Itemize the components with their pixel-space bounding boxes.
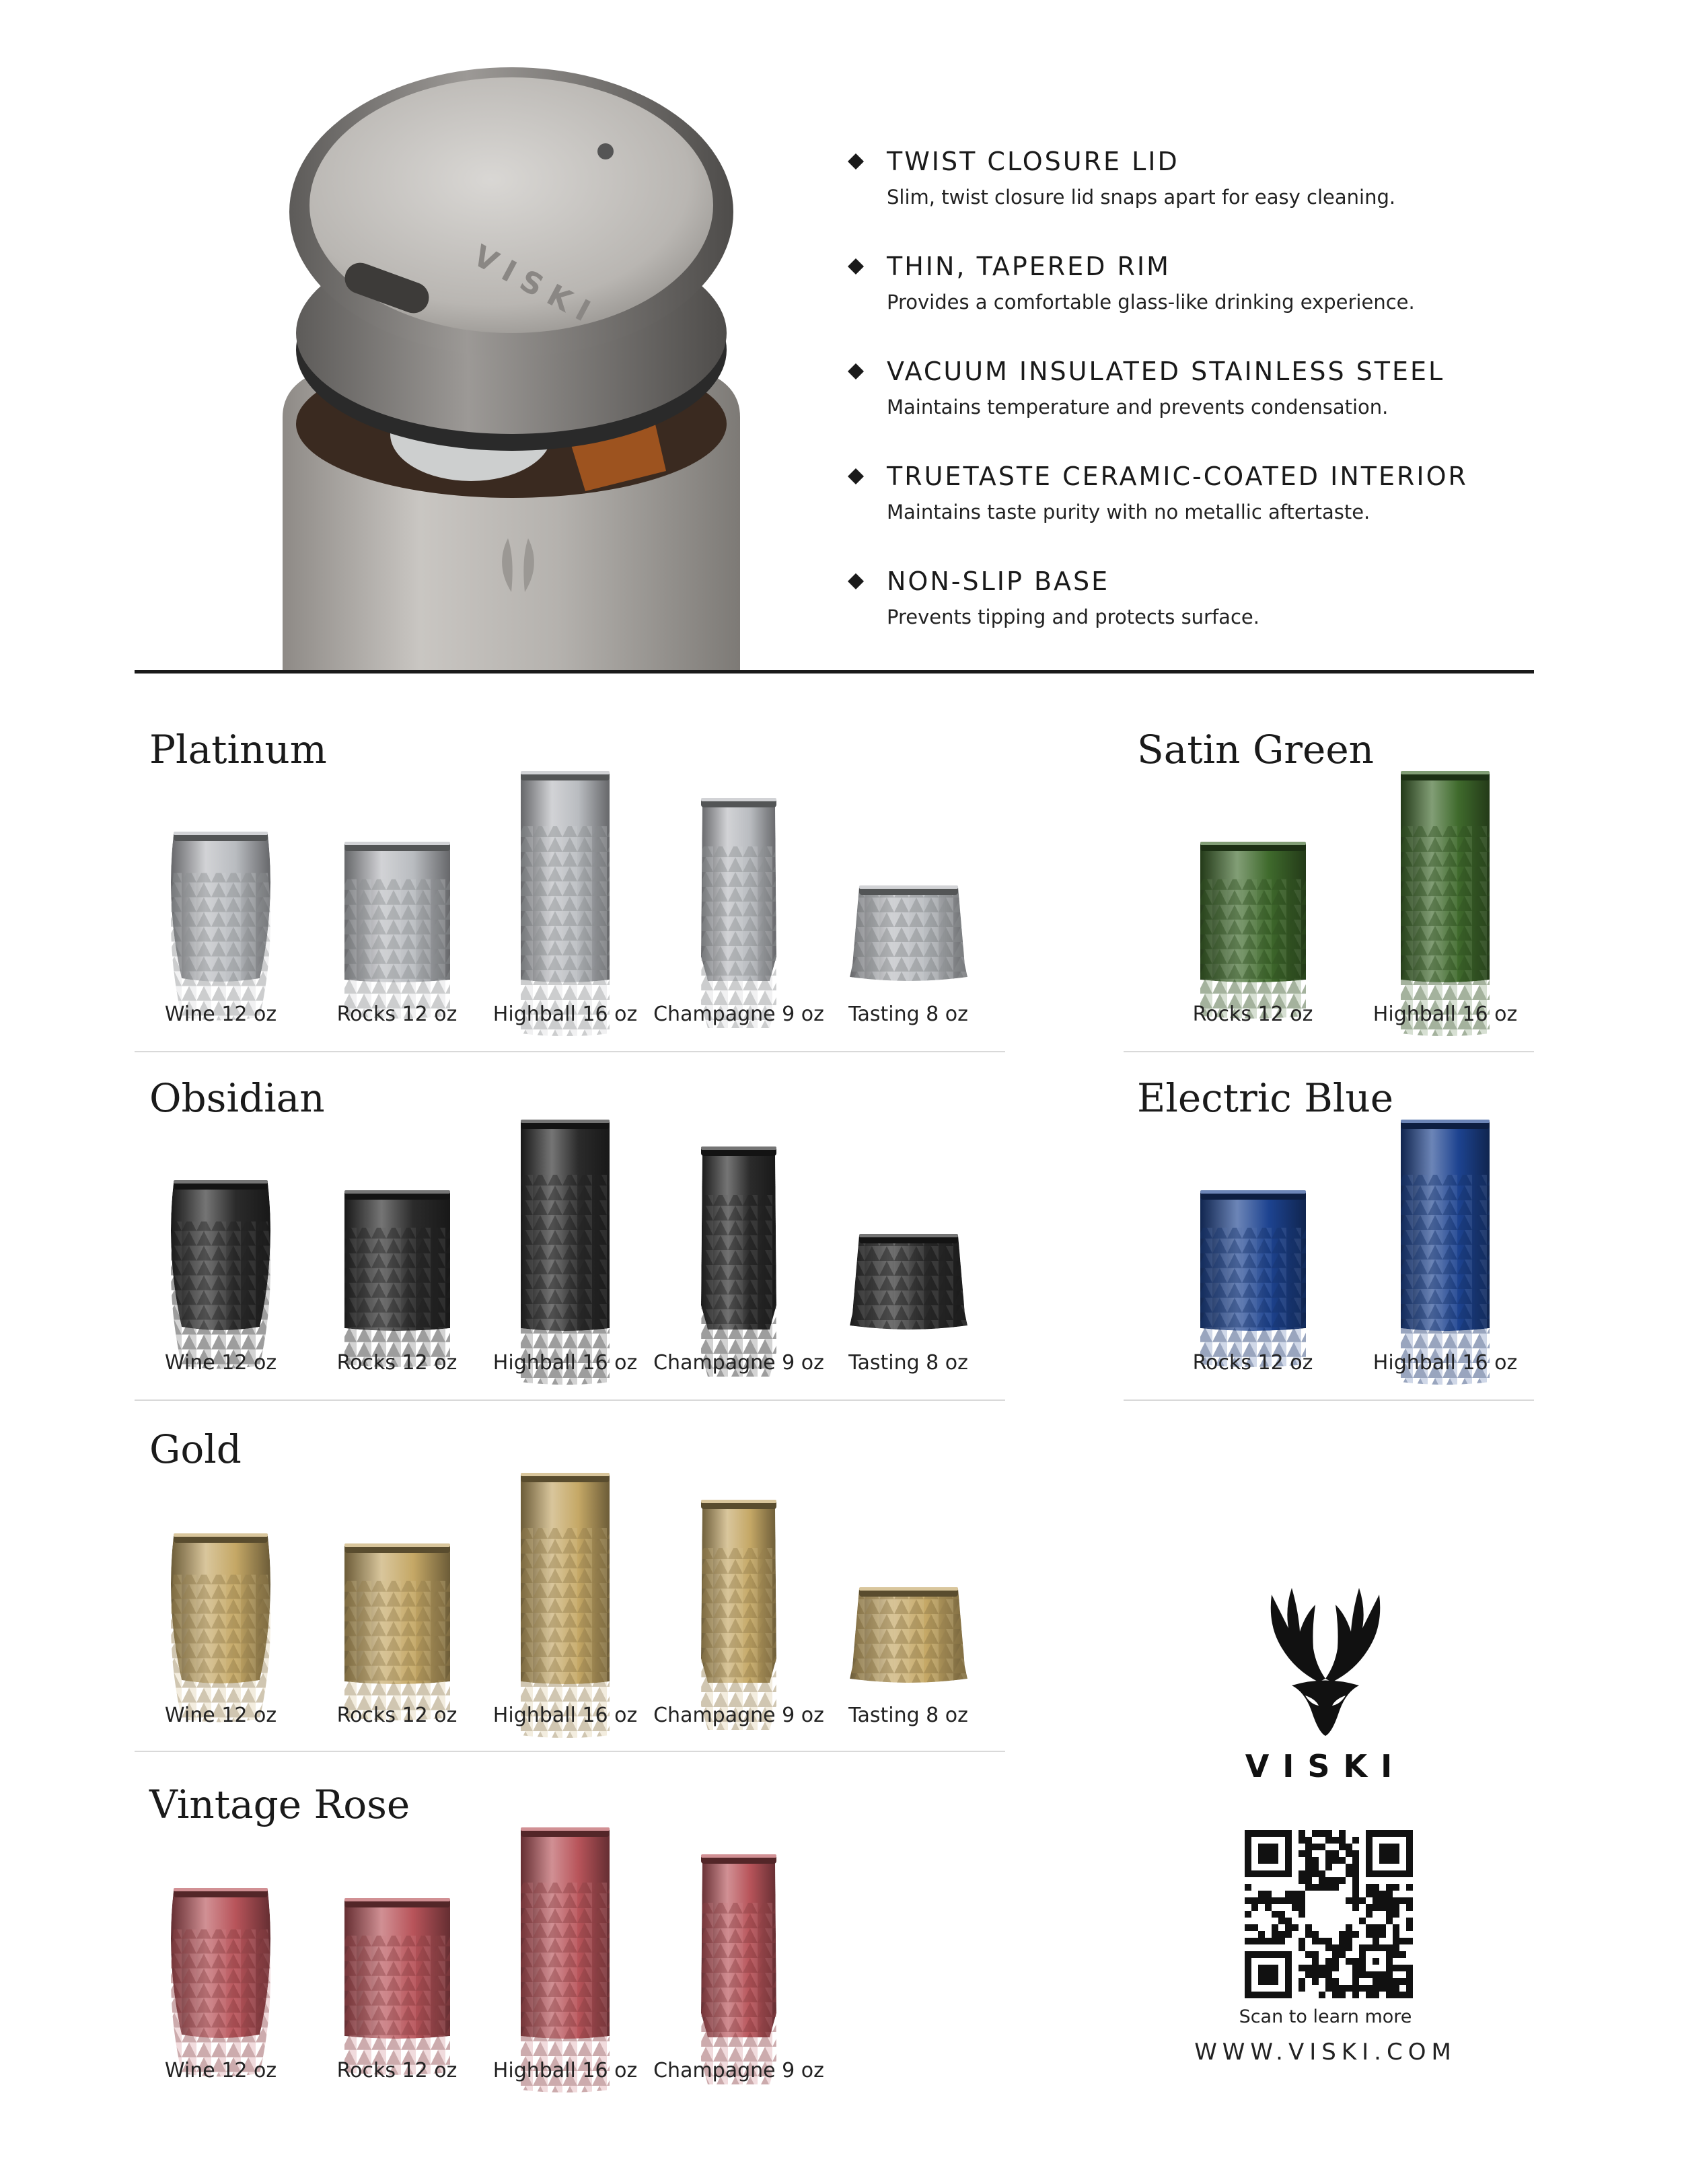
champagne-tumbler-image xyxy=(698,1497,779,1685)
collection-title: Platinum xyxy=(149,727,327,772)
feature-title: VACUUM INSULATED STAINLESS STEEL xyxy=(887,357,1445,386)
diamond-bullet-icon xyxy=(848,258,864,275)
diamond-bullet-icon xyxy=(848,363,864,379)
feature-description: Maintains temperature and prevents condensation. xyxy=(887,396,1389,418)
section-divider xyxy=(135,670,1534,674)
highball-tumbler-image xyxy=(518,768,612,984)
product-label: Highball 16 oz xyxy=(492,1003,638,1026)
diamond-bullet-icon xyxy=(848,468,864,484)
product-label: Champagne 9 oz xyxy=(653,2059,824,2082)
collection-divider xyxy=(135,1399,1005,1401)
rocks-tumbler-image xyxy=(1198,1188,1309,1332)
feature-title: TRUETASTE CERAMIC-COATED INTERIOR xyxy=(887,462,1468,491)
qr-code-icon[interactable] xyxy=(1245,1830,1413,1998)
product-label: Rocks 12 oz xyxy=(336,1351,458,1375)
tasting-tumbler-image xyxy=(850,1585,967,1685)
collection-title: Satin Green xyxy=(1137,727,1375,772)
champagne-tumbler-image xyxy=(698,795,779,984)
rocks-tumbler-image xyxy=(342,1895,453,2040)
feature-title: TWIST CLOSURE LID xyxy=(887,147,1179,176)
product-label: Champagne 9 oz xyxy=(653,1351,824,1375)
tasting-tumbler-image xyxy=(850,883,967,984)
collection-title: Gold xyxy=(149,1426,242,1472)
rocks-tumbler-image xyxy=(342,1188,453,1332)
product-label: Wine 12 oz xyxy=(164,1351,277,1375)
website-link[interactable]: WWW.VISKI.COM xyxy=(1194,2039,1457,2066)
wine-tumbler-image xyxy=(167,1885,275,2040)
diamond-bullet-icon xyxy=(848,573,864,589)
highball-tumbler-image xyxy=(518,1117,612,1332)
product-label: Wine 12 oz xyxy=(164,1003,277,1026)
product-label: Rocks 12 oz xyxy=(1192,1003,1313,1026)
product-label: Highball 16 oz xyxy=(492,2059,638,2082)
rocks-tumbler-image xyxy=(342,1541,453,1685)
product-label: Rocks 12 oz xyxy=(336,1704,458,1727)
product-label: Highball 16 oz xyxy=(492,1704,638,1727)
product-label: Champagne 9 oz xyxy=(653,1003,824,1026)
product-label: Rocks 12 oz xyxy=(336,2059,458,2082)
wine-tumbler-image xyxy=(167,1177,275,1332)
brand-name: VISKI xyxy=(1245,1748,1406,1784)
svg-text:VISKI: VISKI xyxy=(467,238,604,333)
product-label: Wine 12 oz xyxy=(164,1704,277,1727)
rocks-tumbler-image xyxy=(1198,839,1309,984)
collection-title: Vintage Rose xyxy=(149,1782,410,1827)
product-label: Highball 16 oz xyxy=(1373,1351,1518,1375)
highball-tumbler-image xyxy=(1398,768,1492,984)
hero-tumbler-image xyxy=(269,67,754,673)
feature-title: THIN, TAPERED RIM xyxy=(887,252,1171,281)
collection-divider xyxy=(1124,1051,1534,1052)
highball-tumbler-image xyxy=(518,1470,612,1685)
feature-title: NON-SLIP BASE xyxy=(887,567,1110,596)
stag-head-icon xyxy=(1251,1568,1399,1743)
product-label: Tasting 8 oz xyxy=(848,1351,968,1375)
product-label: Tasting 8 oz xyxy=(848,1704,968,1727)
highball-tumbler-image xyxy=(1398,1117,1492,1332)
champagne-tumbler-image xyxy=(698,1852,779,2040)
tasting-tumbler-image xyxy=(850,1231,967,1332)
product-label: Rocks 12 oz xyxy=(336,1003,458,1026)
product-label: Champagne 9 oz xyxy=(653,1704,824,1727)
collection-divider xyxy=(135,1051,1005,1052)
collection-title: Obsidian xyxy=(149,1075,325,1121)
product-label: Highball 16 oz xyxy=(1373,1003,1518,1026)
wine-tumbler-image xyxy=(167,829,275,984)
feature-description: Prevents tipping and protects surface. xyxy=(887,606,1259,628)
feature-description: Provides a comfortable glass-like drinking experience. xyxy=(887,291,1415,314)
product-label: Tasting 8 oz xyxy=(848,1003,968,1026)
rocks-tumbler-image xyxy=(342,839,453,984)
feature-description: Maintains taste purity with no metallic aftertaste. xyxy=(887,501,1370,523)
product-label: Rocks 12 oz xyxy=(1192,1351,1313,1375)
diamond-bullet-icon xyxy=(848,153,864,170)
champagne-tumbler-image xyxy=(698,1144,779,1332)
collection-divider xyxy=(135,1751,1005,1752)
highball-tumbler-image xyxy=(518,1825,612,2040)
wine-tumbler-image xyxy=(167,1531,275,1685)
product-label: Wine 12 oz xyxy=(164,2059,277,2082)
scan-to-learn-text: Scan to learn more xyxy=(1239,2006,1412,2027)
collection-divider xyxy=(1124,1399,1534,1401)
collection-title: Electric Blue xyxy=(1137,1075,1394,1121)
product-label: Highball 16 oz xyxy=(492,1351,638,1375)
feature-description: Slim, twist closure lid snaps apart for easy cleaning. xyxy=(887,186,1396,209)
